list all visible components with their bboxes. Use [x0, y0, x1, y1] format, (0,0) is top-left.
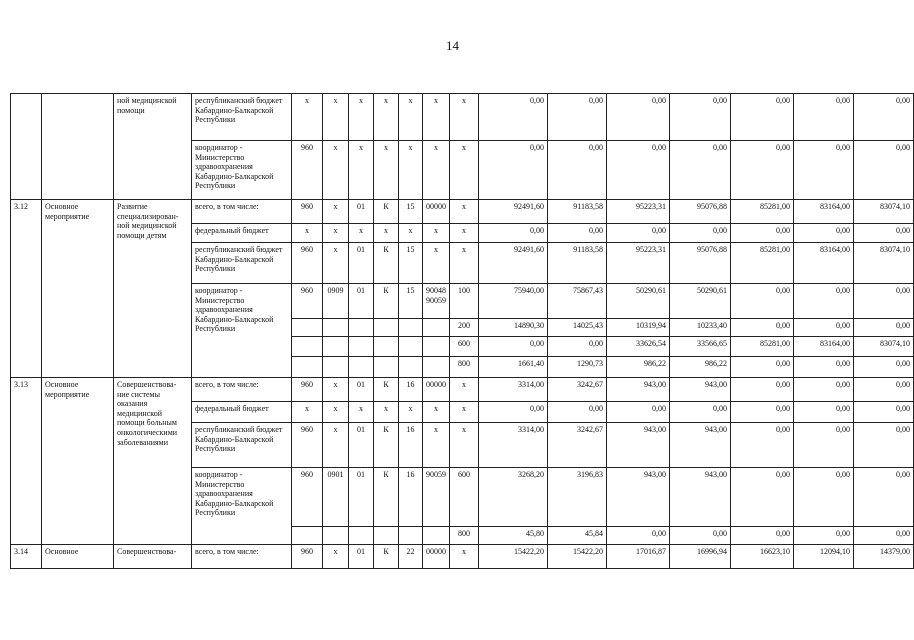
value-cell: 50290,61	[607, 284, 670, 319]
funding-source: федеральный бюджет	[192, 402, 292, 423]
item-number: 3.14	[11, 545, 42, 569]
code-cell: К	[374, 284, 399, 319]
code-cell	[292, 357, 323, 378]
code-cell: х	[450, 224, 479, 243]
code-cell: х	[450, 402, 479, 423]
code-cell: х	[399, 224, 423, 243]
funding-source: координатор - Министерство здравоохранения Кабардино-Балкарской Республики	[192, 468, 292, 545]
code-cell: 960	[292, 243, 323, 284]
code-cell: 0909	[323, 284, 349, 319]
value-cell: 0,00	[548, 402, 607, 423]
code-cell: 200	[450, 319, 479, 337]
value-cell: 0,00	[607, 527, 670, 545]
code-cell	[374, 319, 399, 337]
budget-table	[10, 93, 914, 569]
value-cell: 0,00	[794, 527, 854, 545]
code-cell: х	[292, 94, 323, 141]
item-number: 3.12	[11, 200, 42, 378]
value-cell: 0,00	[794, 224, 854, 243]
value-cell: 0,00	[731, 378, 794, 402]
funding-source: республиканский бюджет Кабардино-Балкарской Республики	[192, 423, 292, 468]
value-cell: 33566,65	[670, 337, 731, 357]
value-cell: 95076,88	[670, 200, 731, 224]
value-cell: 0,00	[670, 224, 731, 243]
value-cell: 45,84	[548, 527, 607, 545]
code-cell: 960	[292, 141, 323, 200]
code-cell	[292, 319, 323, 337]
value-cell: 85281,00	[731, 200, 794, 224]
value-cell: 0,00	[854, 423, 914, 468]
code-cell	[349, 527, 374, 545]
code-cell: х	[450, 200, 479, 224]
code-cell: 00000	[423, 200, 450, 224]
code-cell: К	[374, 423, 399, 468]
value-cell: 0,00	[794, 319, 854, 337]
code-cell: х	[450, 94, 479, 141]
code-cell: х	[423, 423, 450, 468]
value-cell: 0,00	[479, 94, 548, 141]
code-cell	[374, 337, 399, 357]
value-cell: 92491,60	[479, 200, 548, 224]
value-cell: 3314,00	[479, 378, 548, 402]
value-cell: 14379,00	[854, 545, 914, 569]
value-cell: 15422,20	[548, 545, 607, 569]
code-cell	[399, 337, 423, 357]
item-type: Основное	[42, 545, 114, 569]
funding-source: координатор - Министерство здравоохранения Кабардино-Балкарской Республики	[192, 141, 292, 200]
value-cell: 943,00	[670, 423, 731, 468]
code-cell: 960	[292, 200, 323, 224]
code-cell: х	[423, 141, 450, 200]
value-cell: 0,00	[548, 94, 607, 141]
value-cell: 0,00	[607, 224, 670, 243]
table-row	[11, 200, 914, 224]
code-cell: х	[292, 402, 323, 423]
code-cell: 800	[450, 527, 479, 545]
item-type: Основное мероприятие	[42, 200, 114, 378]
code-cell	[374, 357, 399, 378]
value-cell: 0,00	[854, 319, 914, 337]
code-cell	[399, 527, 423, 545]
value-cell: 0,00	[548, 224, 607, 243]
item-name: ной медицинской помощи	[114, 94, 192, 200]
funding-source: всего, в том числе:	[192, 545, 292, 569]
value-cell: 3242,67	[548, 423, 607, 468]
table-row	[11, 94, 914, 141]
code-cell: х	[399, 141, 423, 200]
code-cell: К	[374, 200, 399, 224]
code-cell: 22	[399, 545, 423, 569]
value-cell: 0,00	[479, 402, 548, 423]
table-row	[11, 378, 914, 402]
value-cell: 95223,31	[607, 200, 670, 224]
code-cell: 00000	[423, 378, 450, 402]
value-cell: 0,00	[854, 402, 914, 423]
value-cell: 3314,00	[479, 423, 548, 468]
code-cell	[423, 357, 450, 378]
item-number	[11, 94, 42, 200]
value-cell: 91183,58	[548, 200, 607, 224]
code-cell: х	[450, 378, 479, 402]
value-cell: 0,00	[479, 141, 548, 200]
value-cell: 943,00	[670, 378, 731, 402]
code-cell: К	[374, 545, 399, 569]
code-cell: 01	[349, 545, 374, 569]
code-cell: х	[349, 402, 374, 423]
value-cell: 83074,10	[854, 337, 914, 357]
funding-source: всего, в том числе:	[192, 200, 292, 224]
code-cell: х	[399, 94, 423, 141]
value-cell: 0,00	[854, 94, 914, 141]
value-cell: 986,22	[670, 357, 731, 378]
value-cell: 95076,88	[670, 243, 731, 284]
value-cell: 0,00	[794, 378, 854, 402]
code-cell: 0901	[323, 468, 349, 527]
code-cell: К	[374, 243, 399, 284]
code-cell	[292, 337, 323, 357]
value-cell: 0,00	[794, 141, 854, 200]
page-number: 14	[446, 38, 459, 53]
value-cell: 0,00	[731, 357, 794, 378]
value-cell: 14890,30	[479, 319, 548, 337]
value-cell: 0,00	[794, 94, 854, 141]
code-cell: 01	[349, 423, 374, 468]
code-cell: х	[323, 545, 349, 569]
funding-source: координатор - Министерство здравоохранения Кабардино-Балкарской Республики	[192, 284, 292, 378]
code-cell	[399, 319, 423, 337]
code-cell: 90059	[423, 468, 450, 527]
value-cell: 943,00	[607, 423, 670, 468]
value-cell: 0,00	[670, 141, 731, 200]
code-cell: 960	[292, 378, 323, 402]
code-cell: х	[323, 200, 349, 224]
code-cell	[374, 527, 399, 545]
code-cell: х	[399, 402, 423, 423]
item-name: Развитие специализирован-ной медицинской помощи детям	[114, 200, 192, 378]
item-type	[42, 94, 114, 200]
value-cell: 0,00	[607, 94, 670, 141]
code-cell	[423, 527, 450, 545]
code-cell: х	[374, 224, 399, 243]
value-cell: 986,22	[607, 357, 670, 378]
value-cell: 92491,60	[479, 243, 548, 284]
code-cell: 960	[292, 468, 323, 527]
value-cell: 0,00	[854, 357, 914, 378]
code-cell	[399, 357, 423, 378]
item-name: Совершенствова-ние системы оказания медицинской помощи больным онкологическими заболеваниями	[114, 378, 192, 545]
funding-source: республиканский бюджет Кабардино-Балкарской Республики	[192, 243, 292, 284]
table-row	[11, 545, 914, 569]
funding-source: всего, в том числе:	[192, 378, 292, 402]
code-cell: х	[292, 224, 323, 243]
code-cell: х	[323, 224, 349, 243]
value-cell: 83164,00	[794, 243, 854, 284]
code-cell: х	[423, 243, 450, 284]
code-cell: 960	[292, 284, 323, 319]
value-cell: 0,00	[854, 527, 914, 545]
code-cell: 01	[349, 468, 374, 527]
value-cell: 0,00	[548, 141, 607, 200]
value-cell: 15422,20	[479, 545, 548, 569]
item-number: 3.13	[11, 378, 42, 545]
code-cell: 600	[450, 468, 479, 527]
funding-source: федеральный бюджет	[192, 224, 292, 243]
code-cell: х	[323, 141, 349, 200]
code-cell: 01	[349, 378, 374, 402]
code-cell	[349, 357, 374, 378]
code-cell: х	[450, 423, 479, 468]
value-cell: 50290,61	[670, 284, 731, 319]
value-cell: 0,00	[670, 527, 731, 545]
value-cell: 1661,40	[479, 357, 548, 378]
code-cell	[323, 337, 349, 357]
value-cell: 0,00	[731, 423, 794, 468]
value-cell: 85281,00	[731, 243, 794, 284]
value-cell: 10319,94	[607, 319, 670, 337]
value-cell: 0,00	[670, 402, 731, 423]
value-cell: 45,80	[479, 527, 548, 545]
value-cell: 16996,94	[670, 545, 731, 569]
value-cell: 0,00	[479, 337, 548, 357]
code-cell	[292, 527, 323, 545]
value-cell: 83074,10	[854, 200, 914, 224]
code-cell: 15	[399, 284, 423, 319]
code-cell	[423, 337, 450, 357]
code-cell: х	[423, 94, 450, 141]
code-cell	[349, 319, 374, 337]
value-cell: 0,00	[854, 224, 914, 243]
code-cell	[323, 527, 349, 545]
value-cell: 14025,43	[548, 319, 607, 337]
code-cell: х	[374, 402, 399, 423]
value-cell: 0,00	[794, 357, 854, 378]
value-cell: 75867,43	[548, 284, 607, 319]
code-cell: х	[349, 94, 374, 141]
value-cell: 0,00	[479, 224, 548, 243]
value-cell: 33626,54	[607, 337, 670, 357]
item-type: Основное мероприятие	[42, 378, 114, 545]
value-cell: 17016,87	[607, 545, 670, 569]
value-cell: 0,00	[731, 94, 794, 141]
funding-source: республиканский бюджет Кабардино-Балкарской Республики	[192, 94, 292, 141]
code-cell: х	[450, 545, 479, 569]
code-cell: х	[450, 243, 479, 284]
value-cell: 0,00	[607, 402, 670, 423]
value-cell: 0,00	[794, 468, 854, 527]
code-cell: 100	[450, 284, 479, 319]
value-cell: 0,00	[854, 284, 914, 319]
value-cell: 943,00	[607, 378, 670, 402]
code-cell: 16	[399, 468, 423, 527]
code-cell: 600	[450, 337, 479, 357]
code-cell: х	[450, 141, 479, 200]
value-cell: 3242,67	[548, 378, 607, 402]
code-cell: 800	[450, 357, 479, 378]
value-cell: 16623,10	[731, 545, 794, 569]
code-cell: К	[374, 378, 399, 402]
value-cell: 0,00	[731, 402, 794, 423]
value-cell: 75940,00	[479, 284, 548, 319]
code-cell: х	[323, 94, 349, 141]
value-cell: 95223,31	[607, 243, 670, 284]
value-cell: 1290,73	[548, 357, 607, 378]
code-cell: х	[323, 378, 349, 402]
code-cell: 960	[292, 423, 323, 468]
value-cell: 83164,00	[794, 337, 854, 357]
code-cell: х	[323, 402, 349, 423]
value-cell: 3268,20	[479, 468, 548, 527]
value-cell: 0,00	[794, 423, 854, 468]
code-cell: К	[374, 468, 399, 527]
code-cell: 01	[349, 243, 374, 284]
code-cell: 16	[399, 423, 423, 468]
value-cell: 0,00	[731, 468, 794, 527]
value-cell: 0,00	[854, 378, 914, 402]
code-cell: 15	[399, 243, 423, 284]
code-cell	[323, 319, 349, 337]
value-cell: 10233,40	[670, 319, 731, 337]
code-cell: 00000	[423, 545, 450, 569]
value-cell: 3196,83	[548, 468, 607, 527]
value-cell: 0,00	[731, 319, 794, 337]
value-cell: 0,00	[670, 94, 731, 141]
code-cell: 01	[349, 284, 374, 319]
value-cell: 0,00	[731, 141, 794, 200]
code-cell: х	[323, 243, 349, 284]
code-cell: 960	[292, 545, 323, 569]
value-cell: 83164,00	[794, 200, 854, 224]
code-cell: х	[374, 94, 399, 141]
code-cell: 15	[399, 200, 423, 224]
value-cell: 0,00	[731, 224, 794, 243]
code-cell: х	[423, 224, 450, 243]
value-cell: 0,00	[794, 402, 854, 423]
value-cell: 0,00	[794, 284, 854, 319]
code-cell: х	[349, 224, 374, 243]
item-name: Совершенствова-	[114, 545, 192, 569]
value-cell: 0,00	[607, 141, 670, 200]
code-cell: х	[374, 141, 399, 200]
code-cell	[423, 319, 450, 337]
value-cell: 0,00	[731, 527, 794, 545]
value-cell: 943,00	[607, 468, 670, 527]
value-cell: 0,00	[548, 337, 607, 357]
value-cell: 83074,10	[854, 243, 914, 284]
value-cell: 0,00	[854, 141, 914, 200]
value-cell: 0,00	[854, 468, 914, 527]
code-cell: 16	[399, 378, 423, 402]
code-cell: х	[423, 402, 450, 423]
code-cell: 01	[349, 200, 374, 224]
code-cell: х	[323, 423, 349, 468]
value-cell: 12094,10	[794, 545, 854, 569]
code-cell: 90048 90059	[423, 284, 450, 319]
value-cell: 0,00	[731, 284, 794, 319]
value-cell: 91183,58	[548, 243, 607, 284]
value-cell: 943,00	[670, 468, 731, 527]
code-cell	[349, 337, 374, 357]
code-cell	[323, 357, 349, 378]
code-cell: х	[349, 141, 374, 200]
value-cell: 85281,00	[731, 337, 794, 357]
